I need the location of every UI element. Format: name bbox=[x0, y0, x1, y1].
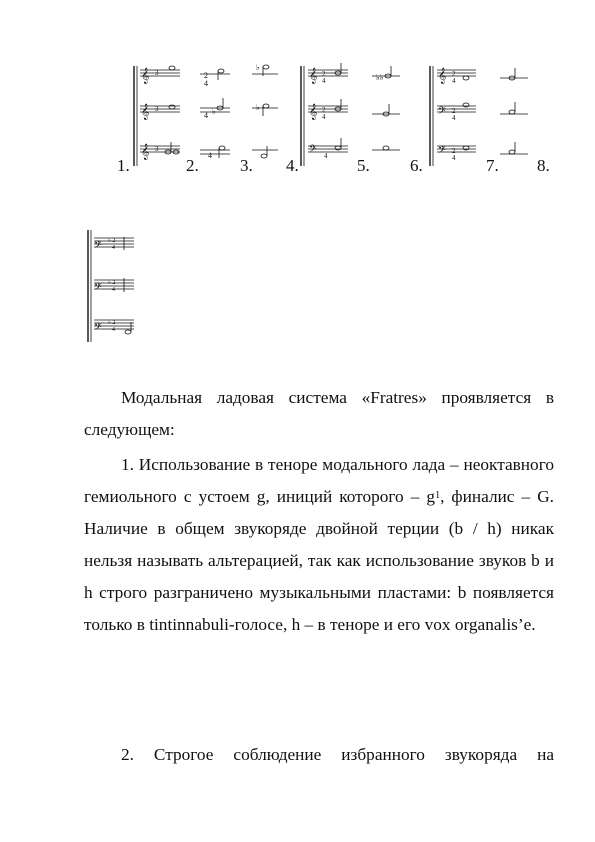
svg-text:3: 3 bbox=[155, 69, 159, 77]
example-number-6: 6. bbox=[410, 156, 423, 175]
svg-text:2: 2 bbox=[322, 70, 326, 78]
svg-text:4: 4 bbox=[322, 77, 326, 85]
svg-text:3: 3 bbox=[155, 105, 159, 113]
example-number-2: 2. bbox=[186, 156, 199, 175]
svg-text:𝄢: 𝄢 bbox=[94, 239, 102, 253]
example-5-system bbox=[372, 66, 400, 150]
paragraph-point-1-part-a: 1. Использование в теноре модального лада – неоктавного гемиольного с устоем g, иниций которого – g bbox=[84, 455, 554, 506]
example-8-system bbox=[84, 228, 164, 348]
paragraph-point-1 bbox=[84, 449, 554, 641]
svg-text:2: 2 bbox=[452, 70, 456, 78]
svg-text:2: 2 bbox=[452, 107, 456, 115]
svg-text:♭: ♭ bbox=[256, 63, 260, 72]
svg-text:𝄞: 𝄞 bbox=[309, 69, 318, 84]
svg-text:2: 2 bbox=[322, 106, 326, 114]
example-number-5: 5. bbox=[357, 156, 370, 175]
svg-text:2: 2 bbox=[204, 71, 208, 80]
svg-text:4: 4 bbox=[452, 114, 456, 122]
example-6-system bbox=[430, 66, 476, 166]
svg-text:4: 4 bbox=[324, 152, 328, 160]
example-7-system bbox=[500, 68, 528, 154]
svg-text:𝄢: 𝄢 bbox=[94, 321, 102, 335]
svg-text:𝄞: 𝄞 bbox=[438, 69, 447, 84]
paragraph-point-1-part-b: , финалис – G. Наличие в общем звукоряде двойной терции (b / h) никак нельзя называть альтерацией, так как использование звуков b и h строго разграничено музыкальными пластами: b появляется только в tintinnabuli-голосе, h – в теноре и его vox organalis’e. bbox=[84, 487, 554, 634]
svg-text:♭ 2: ♭ 2 bbox=[108, 320, 116, 326]
paragraph-intro-text: Модальная ладовая система «Fratres» проявляется в следующем: bbox=[84, 388, 554, 439]
svg-text:4: 4 bbox=[208, 151, 212, 160]
paragraph-point-1-text bbox=[84, 449, 554, 641]
example-2-system bbox=[200, 69, 230, 160]
svg-text:4: 4 bbox=[204, 111, 208, 120]
svg-text:𝄢: 𝄢 bbox=[309, 143, 317, 157]
example-8-svg bbox=[84, 228, 164, 348]
example-number-3: 3. bbox=[240, 156, 253, 175]
svg-text:𝄞: 𝄞 bbox=[141, 69, 150, 84]
svg-text:3: 3 bbox=[155, 145, 159, 153]
music-examples-row bbox=[0, 58, 595, 178]
svg-text:♭ 2: ♭ 2 bbox=[108, 280, 116, 286]
svg-text:𝄢: 𝄢 bbox=[438, 105, 446, 119]
svg-text:4: 4 bbox=[452, 77, 456, 85]
svg-text:♭♭: ♭♭ bbox=[376, 73, 384, 82]
superscript-octave: 1 bbox=[435, 490, 441, 501]
svg-text:4: 4 bbox=[112, 287, 115, 293]
example-3-system bbox=[252, 63, 278, 158]
paragraph-point-2-text: 2. Строгое соблюдение избранного звукоряда на bbox=[121, 745, 554, 764]
svg-text:4: 4 bbox=[452, 154, 456, 162]
svg-text:𝄞: 𝄞 bbox=[141, 105, 150, 120]
svg-text:𝄢: 𝄢 bbox=[438, 144, 446, 158]
svg-text:♭: ♭ bbox=[212, 107, 216, 116]
example-4-system bbox=[301, 63, 348, 166]
svg-text:4: 4 bbox=[204, 79, 208, 88]
paragraph-point-2 bbox=[84, 739, 554, 771]
svg-text:2: 2 bbox=[452, 147, 456, 155]
example-number-7: 7. bbox=[486, 156, 499, 175]
example-number-4: 4. bbox=[286, 156, 299, 175]
example-number-8: 8. bbox=[537, 156, 550, 175]
svg-text:4: 4 bbox=[112, 327, 115, 333]
svg-text:𝄢: 𝄢 bbox=[94, 281, 102, 295]
example-number-1: 1. bbox=[117, 156, 130, 175]
svg-text:𝄞: 𝄞 bbox=[309, 105, 318, 120]
svg-text:♭ 2: ♭ 2 bbox=[108, 238, 116, 244]
example-1-system bbox=[134, 66, 180, 166]
svg-text:4: 4 bbox=[322, 113, 326, 121]
svg-text:4: 4 bbox=[112, 245, 115, 251]
svg-text:♭: ♭ bbox=[256, 103, 260, 112]
paragraph-intro bbox=[84, 382, 554, 446]
svg-text:𝄞: 𝄞 bbox=[141, 145, 150, 160]
